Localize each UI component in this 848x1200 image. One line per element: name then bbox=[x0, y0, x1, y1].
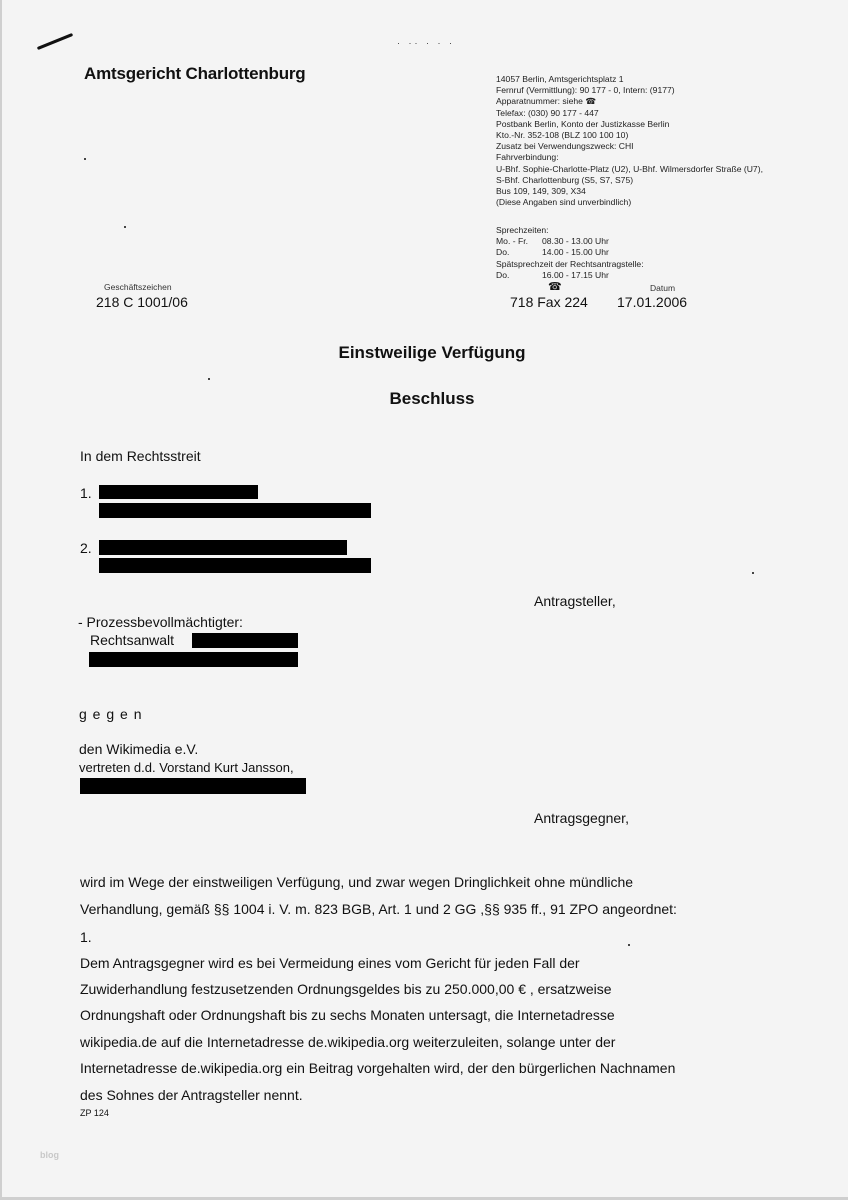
address-line: U-Bhf. Sophie-Charlotte-Platz (U2), U-Bhf. Wilmersdorfer Straße (U7), bbox=[496, 163, 763, 174]
court-name: Amtsgericht Charlottenburg bbox=[84, 64, 306, 83]
scan-speck bbox=[208, 378, 210, 380]
telephone-icon: ☎ bbox=[548, 281, 562, 293]
order-line: Verhandlung, gemäß §§ 1004 i. V. m. 823 BGB, Art. 1 und 2 GG ,§§ 935 ff., 91 ZPO angeordnet: bbox=[80, 901, 677, 917]
document-subtitle: Beschluss bbox=[389, 389, 475, 408]
redaction-bar bbox=[99, 540, 347, 555]
applicant-role: Antragsteller, bbox=[534, 593, 616, 609]
office-hours-row: Do. 14.00 - 15.00 Uhr bbox=[496, 247, 609, 258]
party-number: 1. bbox=[80, 485, 92, 501]
header-marks: · ·· · · · bbox=[397, 38, 455, 48]
redaction-bar bbox=[99, 485, 258, 499]
court-address-block bbox=[496, 74, 763, 208]
address-line: Apparatnummer: siehe ☎ bbox=[496, 96, 597, 107]
scan-speck bbox=[628, 944, 630, 946]
office-hours-title: Sprechzeiten: bbox=[496, 225, 549, 235]
scan-speck bbox=[752, 572, 754, 574]
redaction-bar bbox=[192, 633, 298, 648]
item-line: Internetadresse de.wikipedia.org ein Beitrag vorgehalten wird, der den bürgerlichen Nachnamen bbox=[80, 1060, 676, 1076]
reference-label: Geschäftszeichen bbox=[104, 282, 172, 292]
late-hours-title: Spätsprechzeit der Rechtsantragstelle: bbox=[496, 258, 644, 269]
redaction-bar bbox=[80, 778, 306, 794]
counsel-prefix: Rechtsanwalt bbox=[90, 632, 175, 648]
watermark: blog bbox=[40, 1150, 59, 1160]
address-line: Fahrverbindung: bbox=[496, 152, 559, 163]
scan-speck bbox=[124, 226, 126, 228]
against-text: g e g e n bbox=[79, 706, 143, 722]
phone-extension: 718 Fax 224 bbox=[510, 294, 588, 310]
address-line: Telefax: (030) 90 177 - 447 bbox=[496, 107, 599, 118]
scan-speck bbox=[84, 158, 86, 160]
address-line: Bus 109, 149, 309, X34 bbox=[496, 186, 586, 197]
address-line: Fernruf (Vermittlung): 90 177 - 0, Intern: (9177) bbox=[496, 85, 675, 96]
party-number: 2. bbox=[80, 540, 92, 556]
office-hours-row: Do. 16.00 - 17.15 Uhr bbox=[496, 269, 609, 280]
form-code: ZP 124 bbox=[80, 1108, 109, 1118]
item-line: des Sohnes der Antragsteller nennt. bbox=[80, 1087, 303, 1103]
counsel-label: - Prozessbevollmächtigter: bbox=[78, 614, 243, 630]
redaction-bar bbox=[99, 558, 371, 573]
address-line: (Diese Angaben sind unverbindlich) bbox=[496, 197, 632, 208]
scan-border-left bbox=[0, 0, 2, 1200]
redaction-bar bbox=[99, 503, 371, 518]
address-line: Kto.-Nr. 352-108 (BLZ 100 100 10) bbox=[496, 130, 629, 141]
item-number: 1. bbox=[80, 929, 92, 945]
item-line: Dem Antragsgegner wird es bei Vermeidung eines vom Gericht für jeden Fall der bbox=[80, 955, 580, 971]
address-line: Postbank Berlin, Konto der Justizkasse Berlin bbox=[496, 118, 670, 129]
document-title: Einstweilige Verfügung bbox=[338, 343, 526, 362]
item-line: Ordnungshaft oder Ordnungshaft bis zu sechs Monaten untersagt, die Internetadresse bbox=[80, 1007, 615, 1023]
respondent-role: Antragsgegner, bbox=[534, 810, 629, 826]
office-hours-row: Mo. - Fr. 08.30 - 13.00 Uhr bbox=[496, 236, 609, 247]
order-line: wird im Wege der einstweiligen Verfügung, und zwar wegen Dringlichkeit ohne mündliche bbox=[80, 874, 634, 890]
intro-text: In dem Rechtsstreit bbox=[80, 448, 201, 464]
address-line: S-Bhf. Charlottenburg (S5, S7, S75) bbox=[496, 174, 634, 185]
reference-number: 218 C 1001/06 bbox=[96, 294, 188, 310]
redaction-bar bbox=[89, 652, 298, 667]
item-line: wikipedia.de auf die Internetadresse de.wikipedia.org weiterzuleiten, solange unter der bbox=[80, 1034, 616, 1050]
respondent-representative: vertreten d.d. Vorstand Kurt Jansson, bbox=[79, 760, 294, 775]
item-line: Zuwiderhandlung festzusetzenden Ordnungsgeldes bis zu 250.000,00 € , ersatzweise bbox=[80, 981, 612, 997]
office-hours bbox=[496, 225, 644, 281]
pen-mark bbox=[37, 33, 73, 50]
date-label: Datum bbox=[650, 283, 676, 293]
respondent-name: den Wikimedia e.V. bbox=[79, 741, 199, 757]
address-line: Zusatz bei Verwendungszweck: CHI bbox=[496, 141, 634, 152]
address-line: 14057 Berlin, Amtsgerichtsplatz 1 bbox=[496, 74, 624, 84]
document-date: 17.01.2006 bbox=[617, 294, 688, 310]
